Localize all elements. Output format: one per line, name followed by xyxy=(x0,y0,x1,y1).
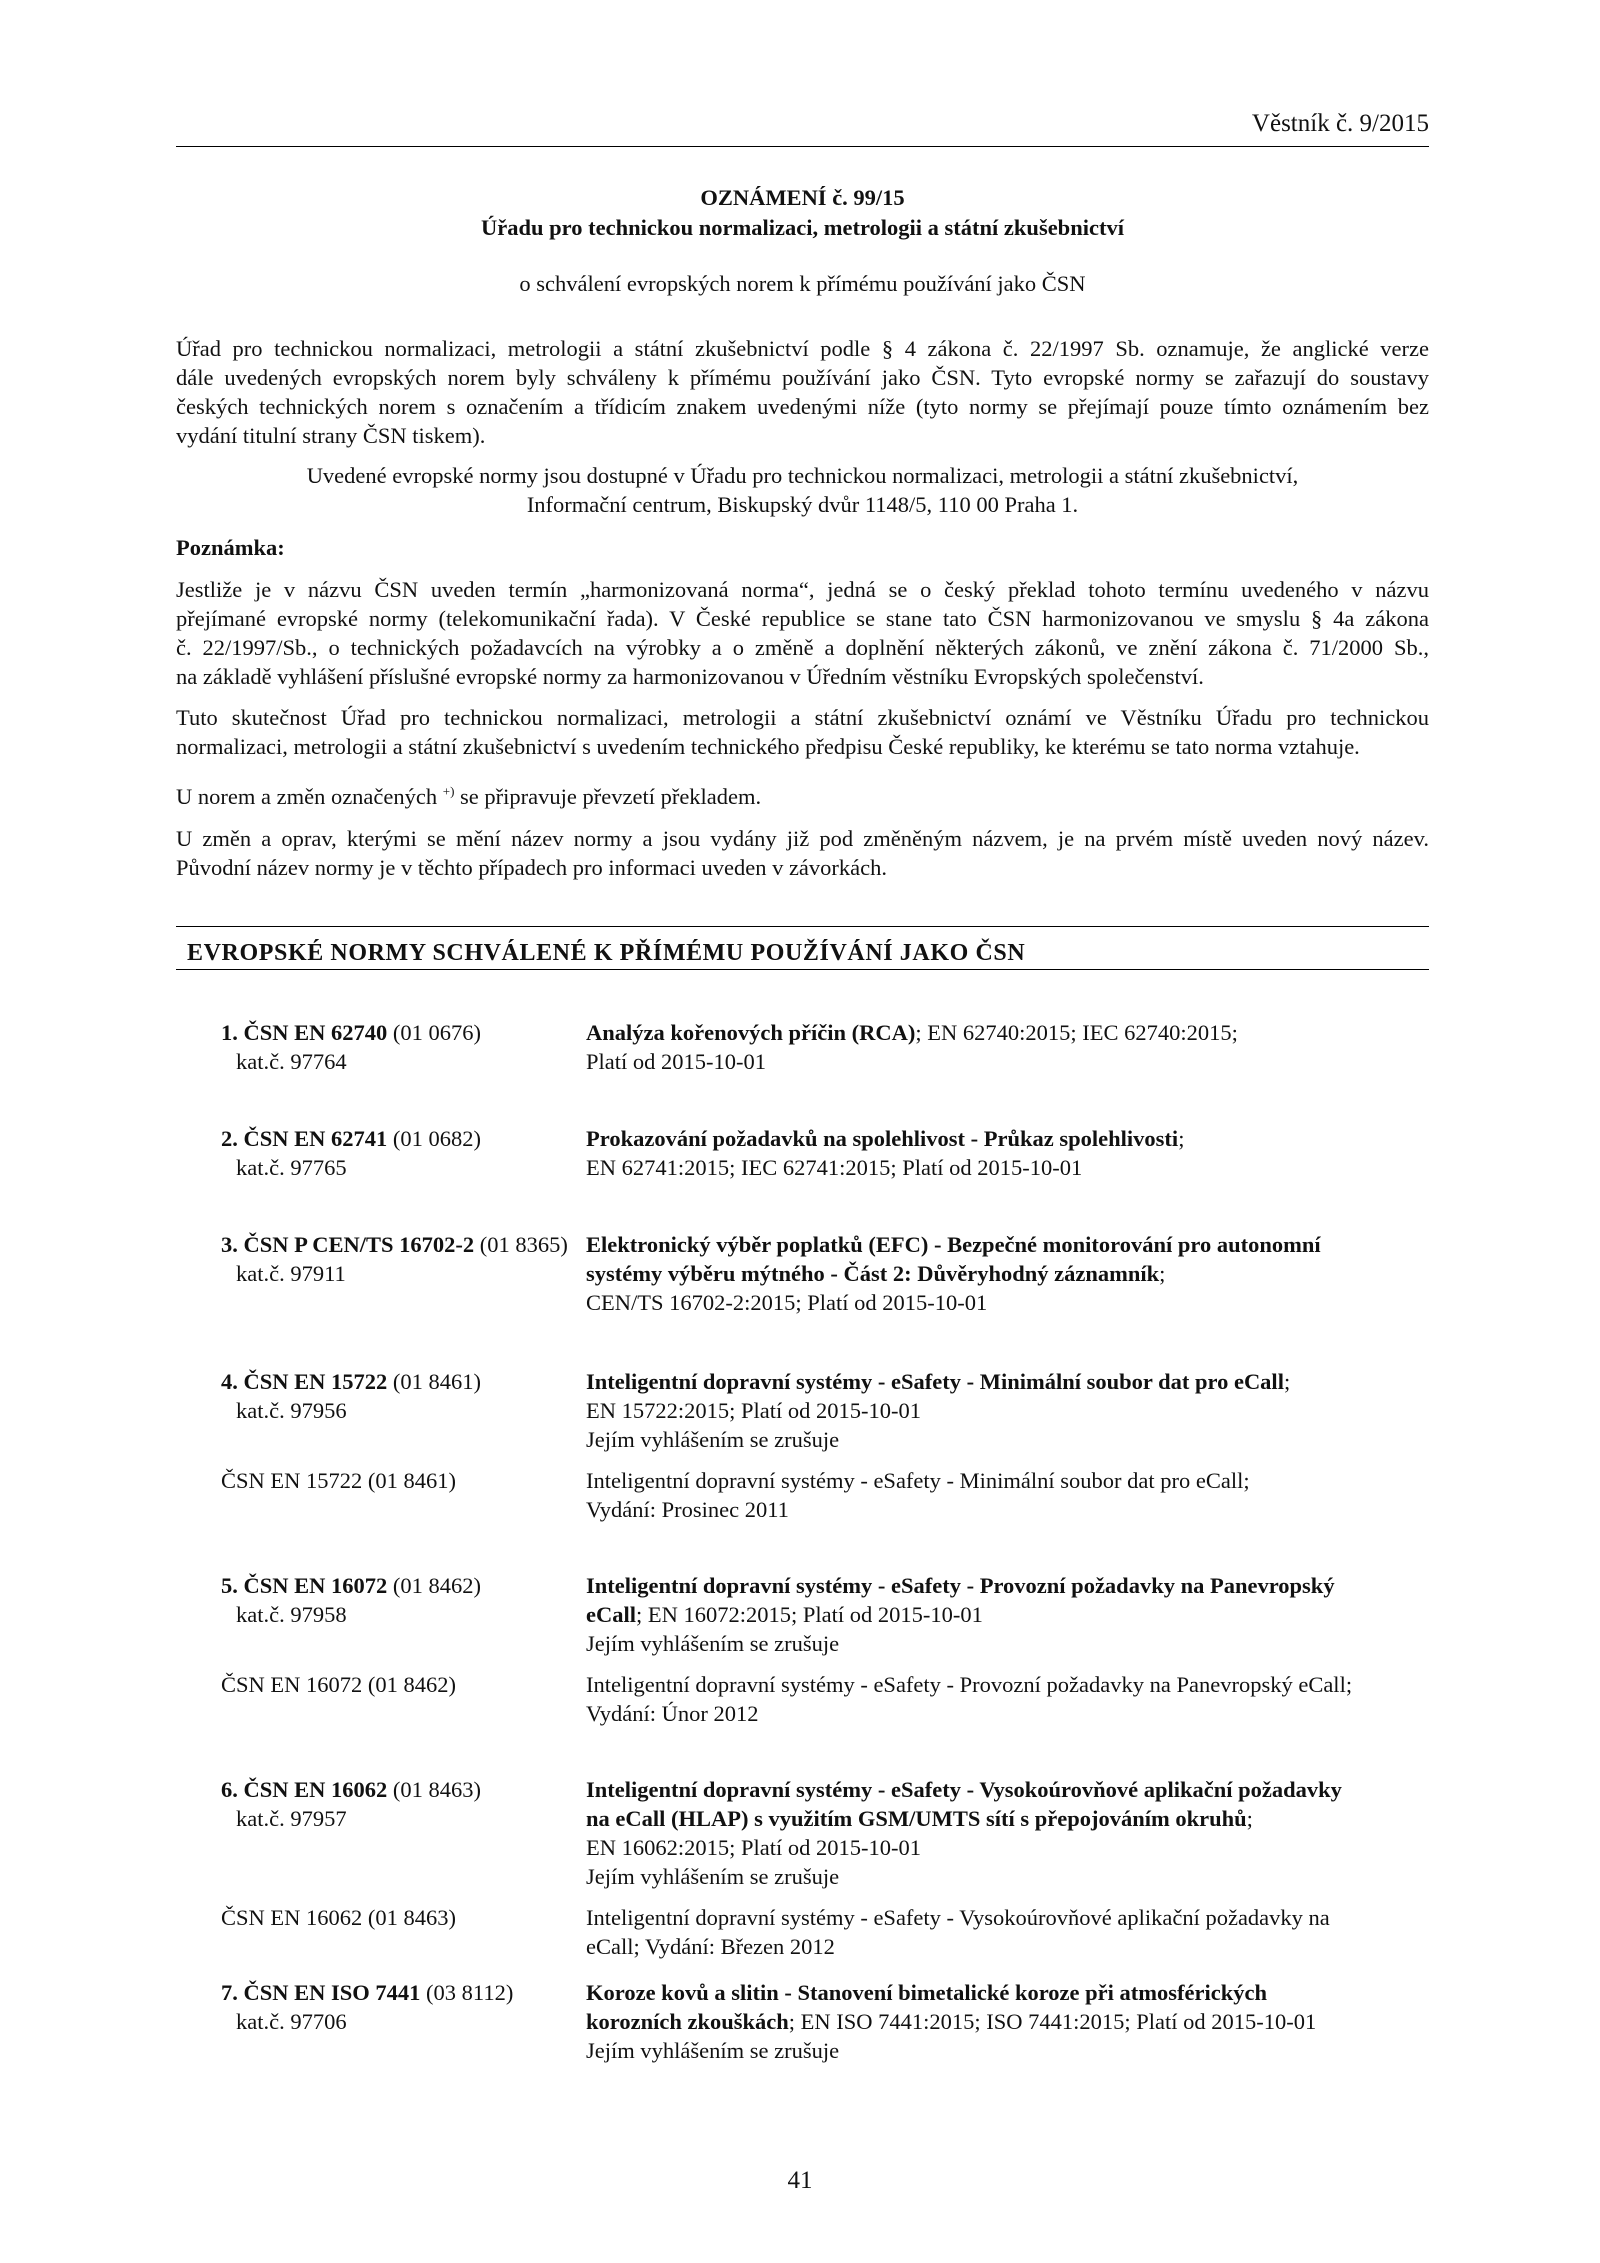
standard-number: 7. xyxy=(221,1980,238,2005)
description-text: Jejím vyhlášením se zrušuje xyxy=(586,2038,840,2063)
standard-id xyxy=(176,1367,596,1425)
section-rule-bottom xyxy=(176,969,1429,970)
journal-issue: Věstník č. 9/2015 xyxy=(1251,110,1429,137)
catalog-number: kat.č. 97765 xyxy=(236,1155,347,1180)
availability-line: Uvedené evropské normy jsou dostupné v Úřadu pro technickou normalizaci, metrologii a státní zkušebnictví, xyxy=(306,463,1299,488)
description-bold: Inteligentní dopravní systémy - eSafety - Provozní požadavky na Panevropský xyxy=(586,1573,1335,1598)
notice-subject: o schválení evropských norem k přímému používání jako ČSN xyxy=(519,271,1086,296)
description-text: EN 15722:2015; Platí od 2015-10-01 xyxy=(586,1398,921,1423)
note-paragraph xyxy=(176,575,1429,691)
intro-paragraph xyxy=(176,334,1429,450)
description-text: Jejím vyhlášením se zrušuje xyxy=(586,1631,840,1656)
fact-paragraph xyxy=(176,703,1429,761)
description-text: Jejím vyhlášením se zrušuje xyxy=(586,1864,840,1889)
standard-description xyxy=(586,1978,1429,2065)
text-line: U změn a oprav, kterými se mění název normy a jsou vydány již pod změněným názvem, je na prvém místě uveden nový název. xyxy=(176,826,1429,851)
description-text: ; EN ISO 7441:2015; ISO 7441:2015; Platí od 2015-10-01 xyxy=(788,2009,1317,2034)
description-line xyxy=(586,1804,1429,1833)
description-bold: na eCall (HLAP) s využitím GSM/UMTS sítí s přepojováním okruhů xyxy=(586,1806,1247,1831)
standard-description xyxy=(586,1571,1429,1658)
description-text: ; xyxy=(1159,1261,1166,1286)
description-line xyxy=(586,2007,1429,2036)
description-line xyxy=(586,1978,1429,2007)
standard-class: (01 0676) xyxy=(392,1020,482,1045)
replaced-ref: ČSN EN 16062 (01 8463) xyxy=(221,1905,456,1930)
standard-class: (01 8463) xyxy=(392,1777,482,1802)
description-line xyxy=(586,1288,1429,1317)
note-heading: Poznámka: xyxy=(176,535,285,560)
standard-class: (01 8365) xyxy=(479,1232,568,1257)
description-bold: korozních zkouškách xyxy=(586,2009,789,2034)
description-text: EN 16062:2015; Platí od 2015-10-01 xyxy=(586,1835,921,1860)
standard-code-line xyxy=(176,1124,596,1153)
standard-description xyxy=(586,1018,1429,1076)
standard-id xyxy=(176,1018,596,1076)
text-line: se připravuje převzetí překladem. xyxy=(454,784,762,809)
standard-code: ČSN EN 16072 xyxy=(243,1573,388,1598)
catalog-number: kat.č. 97957 xyxy=(236,1806,347,1831)
standard-description xyxy=(586,1367,1429,1454)
standard-code-line xyxy=(176,1571,596,1600)
text-line: dále uvedených evropských norem byly schváleny k přímému používání jako ČSN. Tyto evropské normy se zařazují do soustavy xyxy=(176,365,1429,390)
description-line xyxy=(586,1018,1429,1047)
standard-class: (01 0682) xyxy=(392,1126,482,1151)
text-line: přejímané evropské normy (telekomunikační řada). V České republice se stane tato ČSN harmonizovanou ve smyslu § 4a zákona xyxy=(176,606,1429,631)
section-title: EVROPSKÉ NORMY SCHVÁLENÉ K PŘÍMÉMU POUŽÍVÁNÍ JAKO ČSN xyxy=(187,940,1026,966)
standard-id xyxy=(176,1978,596,2036)
standard-number: 6. xyxy=(221,1777,238,1802)
description-bold: Inteligentní dopravní systémy - eSafety - Vysokoúrovňové aplikační požadavky xyxy=(586,1777,1342,1802)
standard-code: ČSN EN 62741 xyxy=(243,1126,388,1151)
description-bold: eCall xyxy=(586,1602,636,1627)
description-line xyxy=(586,1600,1429,1629)
description-text: CEN/TS 16702-2:2015; Platí od 2015-10-01 xyxy=(586,1290,988,1315)
text-line: Úřad pro technickou normalizaci, metrologii a státní zkušebnictví podle § 4 zákona č. 22/1997 Sb. oznamuje, že anglické verze xyxy=(176,336,1429,361)
description-bold: Koroze kovů a slitin - Stanovení bimetalické koroze při atmosférických xyxy=(586,1980,1267,2005)
rename-paragraph xyxy=(176,824,1429,882)
standard-class: (01 8462) xyxy=(392,1573,482,1598)
notice-issuer: Úřadu pro technickou normalizaci, metrologii a státní zkušebnictví xyxy=(481,215,1124,240)
standard-description xyxy=(586,1230,1429,1317)
standard-code-line xyxy=(176,1367,596,1396)
text-line: normalizaci, metrologii a státní zkušebnictví s uvedením technického předpisu České republiky, ke kterému se tato norma vztahuje. xyxy=(176,734,1360,759)
standard-number: 4. xyxy=(221,1369,238,1394)
notice-title: OZNÁMENÍ č. 99/15 xyxy=(700,185,905,210)
standard-class: (03 8112) xyxy=(426,1980,514,2005)
standard-number: 1. xyxy=(221,1020,238,1045)
text-line: U norem a změn označených xyxy=(176,784,438,809)
text-line: č. 22/1997/Sb., o technických požadavcích na výrobky a o změně a doplnění některých zákonů, ve znění zákona č. 71/2000 Sb., xyxy=(176,635,1429,660)
description-text: ; xyxy=(1178,1126,1185,1151)
standard-code-line xyxy=(176,1018,596,1047)
standard-id xyxy=(176,1124,596,1182)
description-bold: Prokazování požadavků na spolehlivost - Průkaz spolehlivosti xyxy=(586,1126,1179,1151)
description-line xyxy=(586,1367,1429,1396)
translation-paragraph xyxy=(176,782,1429,811)
replaced-line: Inteligentní dopravní systémy - eSafety - Minimální soubor dat pro eCall; xyxy=(586,1468,1250,1493)
catalog-number: kat.č. 97911 xyxy=(236,1261,346,1286)
description-text: EN 62741:2015; IEC 62741:2015; Platí od 2015-10-01 xyxy=(586,1155,1083,1180)
description-line xyxy=(586,1833,1429,1862)
standard-id xyxy=(176,1230,596,1288)
standard-code-line xyxy=(176,1230,596,1259)
standard-description xyxy=(586,1775,1429,1891)
description-line xyxy=(586,1629,1429,1658)
replaced-ref: ČSN EN 15722 (01 8461) xyxy=(221,1468,456,1493)
availability-line: Informační centrum, Biskupský dvůr 1148/5, 110 00 Praha 1. xyxy=(526,492,1079,517)
description-line xyxy=(586,1047,1429,1076)
standard-code-line xyxy=(176,1978,596,2007)
description-text: ; EN 16072:2015; Platí od 2015-10-01 xyxy=(636,1602,983,1627)
description-line xyxy=(586,1230,1429,1259)
header-rule xyxy=(176,146,1429,147)
replaced-line: Vydání: Únor 2012 xyxy=(586,1701,759,1726)
standard-description xyxy=(586,1124,1429,1182)
text-line: českých technických norem s označením a třídicím znakem uvedenými níže (tyto normy se přejímají pouze tímto oznámením bez xyxy=(176,394,1429,419)
description-line xyxy=(586,1862,1429,1891)
standard-code: ČSN EN 16062 xyxy=(243,1777,388,1802)
description-text: ; EN 62740:2015; IEC 62740:2015; xyxy=(915,1020,1238,1045)
description-text: Jejím vyhlášením se zrušuje xyxy=(586,1427,840,1452)
standard-class: (01 8461) xyxy=(392,1369,482,1394)
replaced-line: Vydání: Prosinec 2011 xyxy=(586,1497,789,1522)
description-line xyxy=(586,1396,1429,1425)
standard-id xyxy=(176,1571,596,1629)
standard-code-line xyxy=(176,1775,596,1804)
description-line xyxy=(586,1124,1429,1153)
catalog-number: kat.č. 97764 xyxy=(236,1049,347,1074)
description-line xyxy=(586,1775,1429,1804)
standard-code: ČSN EN 15722 xyxy=(243,1369,388,1394)
description-bold: Elektronický výběr poplatků (EFC) - Bezpečné monitorování pro autonomní xyxy=(586,1232,1321,1257)
text-line: na základě vyhlášení příslušné evropské normy za harmonizovanou v Úředním věstníku Evropských společenství. xyxy=(176,664,1204,689)
description-text: ; xyxy=(1283,1369,1291,1394)
text-line: Jestliže je v názvu ČSN uveden termín „harmonizovaná norma“, jedná se o český překlad tohoto termínu uvedeného v názvu xyxy=(176,577,1429,602)
description-bold: systémy výběru mýtného - Část 2: Důvěryhodný záznamník xyxy=(586,1261,1160,1286)
description-bold: Analýza kořenových příčin (RCA) xyxy=(586,1020,916,1045)
standard-id xyxy=(176,1775,596,1833)
description-line xyxy=(586,1259,1429,1288)
standard-code: ČSN P CEN/TS 16702-2 xyxy=(243,1232,475,1257)
description-line xyxy=(586,1153,1429,1182)
text-line: vydání titulní strany ČSN tiskem). xyxy=(176,423,486,448)
replaced-line: Inteligentní dopravní systémy - eSafety - Provozní požadavky na Panevropský eCall; xyxy=(586,1672,1353,1697)
catalog-number: kat.č. 97958 xyxy=(236,1602,347,1627)
text-line: Původní název normy je v těchto případech pro informaci uveden v závorkách. xyxy=(176,855,888,880)
section-rule-top xyxy=(176,926,1429,927)
catalog-number: kat.č. 97706 xyxy=(236,2009,347,2034)
description-text: Platí od 2015-10-01 xyxy=(586,1049,766,1074)
description-line xyxy=(586,2036,1429,2065)
description-text: ; xyxy=(1246,1806,1253,1831)
standard-code: ČSN EN 62740 xyxy=(243,1020,388,1045)
description-line xyxy=(586,1425,1429,1454)
translation-mark: +) xyxy=(442,783,455,799)
catalog-number: kat.č. 97956 xyxy=(236,1398,347,1423)
replaced-line: Inteligentní dopravní systémy - eSafety - Vysokoúrovňové aplikační požadavky na xyxy=(586,1905,1330,1930)
page-number: 41 xyxy=(787,2167,813,2194)
replaced-line: eCall; Vydání: Březen 2012 xyxy=(586,1934,835,1959)
description-bold: Inteligentní dopravní systémy - eSafety - Minimální soubor dat pro eCall xyxy=(586,1369,1284,1394)
description-line xyxy=(586,1571,1429,1600)
standard-number: 5. xyxy=(221,1573,238,1598)
text-line: Tuto skutečnost Úřad pro technickou normalizaci, metrologii a státní zkušebnictví oznámí ve Věstníku Úřadu pro technickou xyxy=(176,705,1429,730)
standard-code: ČSN EN ISO 7441 xyxy=(243,1980,421,2005)
replaced-ref: ČSN EN 16072 (01 8462) xyxy=(221,1672,456,1697)
standard-number: 2. xyxy=(221,1126,238,1151)
standard-number: 3. xyxy=(221,1232,238,1257)
